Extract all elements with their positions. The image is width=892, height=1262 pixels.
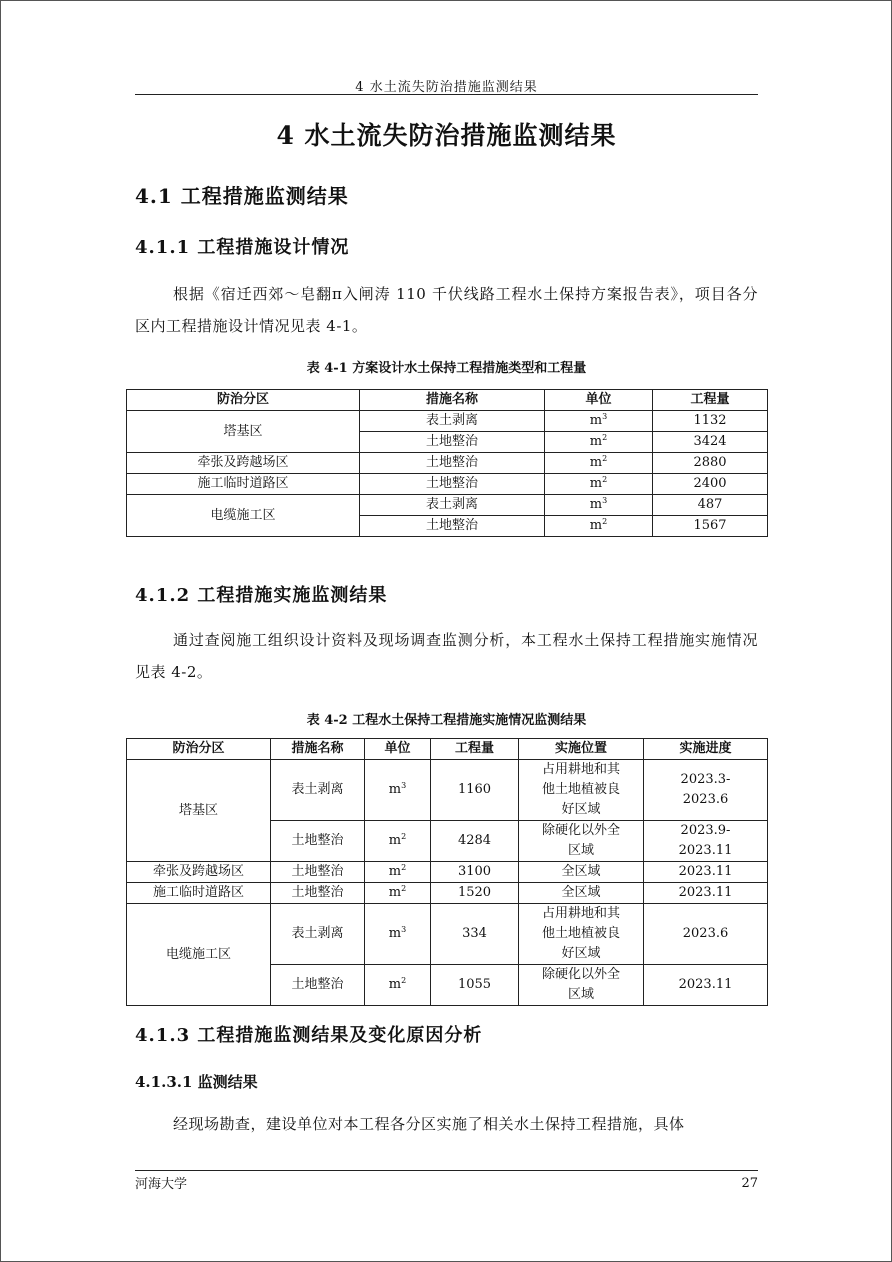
measure-cell: 土地整治 — [360, 474, 545, 495]
location-cell: 除硬化以外全 区域 — [519, 821, 644, 862]
section-4-1-1-paragraph: 根据《宿迁西郊～皂翻π入闸涛 110 千伏线路工程水土保持方案报告表》，项目各分区内工程措施设计情况见表 4-1。 — [135, 285, 758, 335]
zone-cell: 电缆施工区 — [127, 495, 360, 537]
progress-cell: 2023.11 — [644, 883, 768, 904]
quantity-cell: 4284 — [431, 821, 519, 862]
table-row — [127, 495, 768, 516]
section-4-1-2-paragraph: 通过查阅施工组织设计资料及现场调查监测分析，本工程水土保持工程措施实施情况见表 4-2。 — [135, 631, 758, 681]
table-row — [127, 883, 768, 904]
measure-cell: 表土剥离 — [271, 760, 365, 821]
table-row — [127, 904, 768, 965]
unit-cell: $m^2$ — [545, 474, 653, 495]
quantity-cell: 2400 — [653, 474, 768, 495]
table-row — [127, 862, 768, 883]
zone-cell: 牵张及跨越场区 — [127, 862, 271, 883]
unit-cell: $m^2$ — [365, 883, 431, 904]
footer-organization: 河海大学 — [135, 1177, 188, 1192]
chapter-title: 4 水土流失防治措施监测结果 — [276, 121, 617, 150]
header-cell: 措施名称 — [360, 390, 545, 411]
table-row — [127, 411, 768, 432]
header-cell: 实施进度 — [644, 739, 768, 760]
measure-cell: 土地整治 — [271, 862, 365, 883]
table-row — [127, 760, 768, 821]
measure-cell: 土地整治 — [360, 432, 545, 453]
table-header-row — [127, 739, 768, 760]
unit-cell: $m^3$ — [545, 411, 653, 432]
measure-cell: 表土剥离 — [360, 411, 545, 432]
progress-cell: 2023.6 — [644, 904, 768, 965]
table-row — [127, 453, 768, 474]
header-cell: 防治分区 — [127, 390, 360, 411]
unit-cell: $m^2$ — [545, 453, 653, 474]
unit-cell: $m^2$ — [365, 862, 431, 883]
unit-cell: $m^2$ — [545, 516, 653, 537]
progress-cell: 2023.3- 2023.6 — [644, 760, 768, 821]
location-cell: 除硬化以外全 区域 — [519, 965, 644, 1006]
section-4-1-2-title: 4.1.2 工程措施实施监测结果 — [135, 585, 388, 606]
header-cell: 工程量 — [653, 390, 768, 411]
unit-cell: $m^3$ — [365, 760, 431, 821]
header-rule — [135, 94, 758, 95]
table-4-1 — [126, 389, 768, 537]
location-cell: 全区域 — [519, 862, 644, 883]
measure-cell: 土地整治 — [271, 821, 365, 862]
section-4-1-1-title: 4.1.1 工程措施设计情况 — [135, 237, 350, 258]
progress-cell: 2023.11 — [644, 965, 768, 1006]
section-4-1-3-title: 4.1.3 工程措施监测结果及变化原因分析 — [135, 1025, 483, 1046]
zone-cell: 塔基区 — [127, 760, 271, 862]
quantity-cell: 487 — [653, 495, 768, 516]
location-cell: 全区域 — [519, 883, 644, 904]
header-cell: 工程量 — [431, 739, 519, 760]
quantity-cell: 1520 — [431, 883, 519, 904]
location-cell: 占用耕地和其 他土地植被良 好区域 — [519, 904, 644, 965]
unit-cell: $m^2$ — [365, 821, 431, 862]
progress-cell: 2023.11 — [644, 862, 768, 883]
quantity-cell: 3100 — [431, 862, 519, 883]
zone-cell: 牵张及跨越场区 — [127, 453, 360, 474]
unit-cell: $m^2$ — [365, 965, 431, 1006]
quantity-cell: 2880 — [653, 453, 768, 474]
quantity-cell: 1055 — [431, 965, 519, 1006]
section-4-1-title: 4.1 工程措施监测结果 — [135, 184, 349, 208]
table-header-row — [127, 390, 768, 411]
measure-cell: 土地整治 — [360, 516, 545, 537]
unit-cell: $m^3$ — [365, 904, 431, 965]
unit-cell: $m^2$ — [545, 432, 653, 453]
page-number: 27 — [741, 1176, 758, 1191]
progress-cell: 2023.9- 2023.11 — [644, 821, 768, 862]
zone-cell: 施工临时道路区 — [127, 474, 360, 495]
quantity-cell: 1132 — [653, 411, 768, 432]
header-cell: 实施位置 — [519, 739, 644, 760]
header-cell: 措施名称 — [271, 739, 365, 760]
section-4-1-3-1-paragraph: 经现场勘查，建设单位对本工程各分区实施了相关水土保持工程措施，具体 — [173, 1115, 685, 1133]
quantity-cell: 1160 — [431, 760, 519, 821]
quantity-cell: 334 — [431, 904, 519, 965]
table-row — [127, 474, 768, 495]
measure-cell: 表土剥离 — [360, 495, 545, 516]
table-4-2-caption: 表 4-2 工程水土保持工程措施实施情况监测结果 — [306, 713, 587, 728]
section-4-1-3-1-title: 4.1.3.1 监测结果 — [135, 1073, 258, 1091]
zone-cell: 塔基区 — [127, 411, 360, 453]
unit-cell: $m^3$ — [545, 495, 653, 516]
measure-cell: 土地整治 — [271, 883, 365, 904]
quantity-cell: 3424 — [653, 432, 768, 453]
measure-cell: 土地整治 — [271, 965, 365, 1006]
table-4-1-caption: 表 4-1 方案设计水土保持工程措施类型和工程量 — [306, 361, 587, 376]
measure-cell: 土地整治 — [360, 453, 545, 474]
header-cell: 防治分区 — [127, 739, 271, 760]
zone-cell: 电缆施工区 — [127, 904, 271, 1006]
zone-cell: 施工临时道路区 — [127, 883, 271, 904]
measure-cell: 表土剥离 — [271, 904, 365, 965]
location-cell: 占用耕地和其 他土地植被良 好区域 — [519, 760, 644, 821]
running-header: 4 水土流失防治措施监测结果 — [355, 80, 538, 95]
footer-rule — [135, 1170, 758, 1171]
header-cell: 单位 — [545, 390, 653, 411]
quantity-cell: 1567 — [653, 516, 768, 537]
header-cell: 单位 — [365, 739, 431, 760]
table-4-2 — [126, 738, 768, 1006]
